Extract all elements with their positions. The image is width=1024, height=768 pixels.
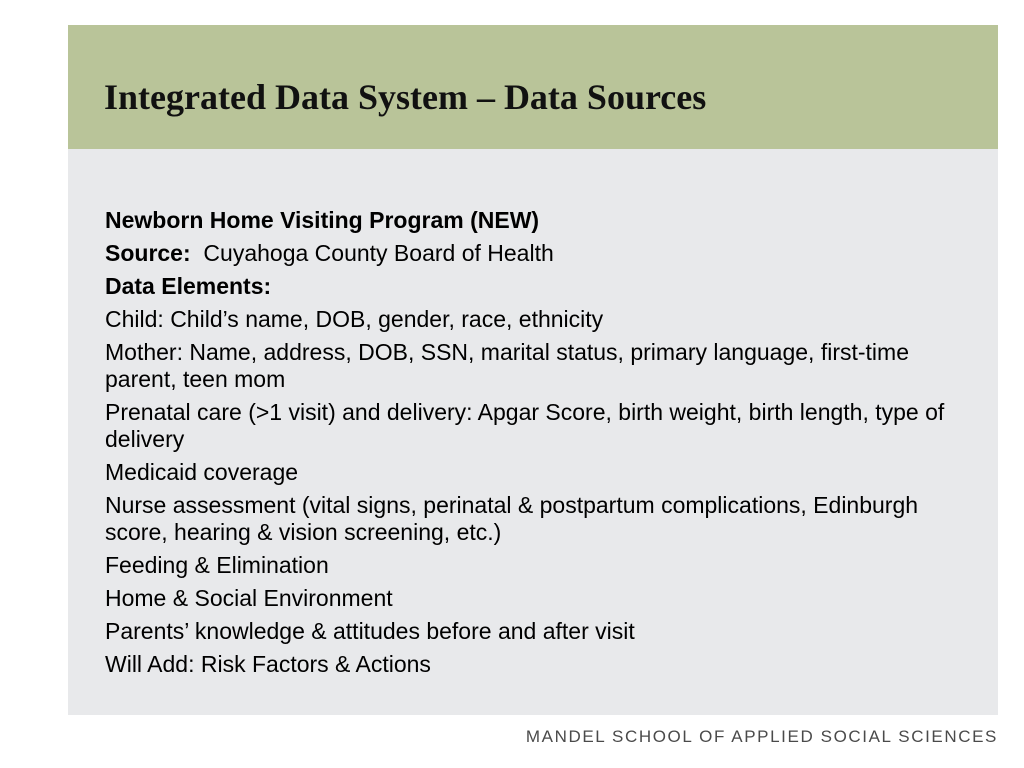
source-line: [105, 240, 965, 267]
content-panel: [68, 149, 998, 715]
list-item: Parents’ knowledge & attitudes before and after visit: [105, 618, 635, 644]
content-body: [105, 207, 965, 684]
list-item: Prenatal care (>1 visit) and delivery: Apgar Score, birth weight, birth length, type of delivery: [105, 399, 945, 452]
list-item: Home & Social Environment: [105, 585, 393, 611]
source-label: Source:: [105, 240, 191, 266]
program-name: Newborn Home Visiting Program (NEW): [105, 207, 540, 233]
list-item: Medicaid coverage: [105, 459, 299, 485]
data-elements-label: Data Elements:: [105, 273, 272, 299]
list-item: Feeding & Elimination: [105, 552, 329, 578]
list-item: Mother: Name, address, DOB, SSN, marital status, primary language, first-time parent, teen mom: [105, 339, 909, 392]
list-item: Nurse assessment (vital signs, perinatal & postpartum complications, Edinburgh score, hearing & vision screening, etc.): [105, 492, 919, 545]
footer-institution: MANDEL SCHOOL OF APPLIED SOCIAL SCIENCES: [525, 727, 998, 746]
slide-title: Integrated Data System – Data Sources: [104, 77, 707, 117]
source-value: Cuyahoga County Board of Health: [203, 240, 554, 266]
list-item: Will Add: Risk Factors & Actions: [105, 651, 431, 677]
list-item: Child: Child’s name, DOB, gender, race, ethnicity: [105, 306, 604, 332]
title-band: [68, 25, 998, 149]
